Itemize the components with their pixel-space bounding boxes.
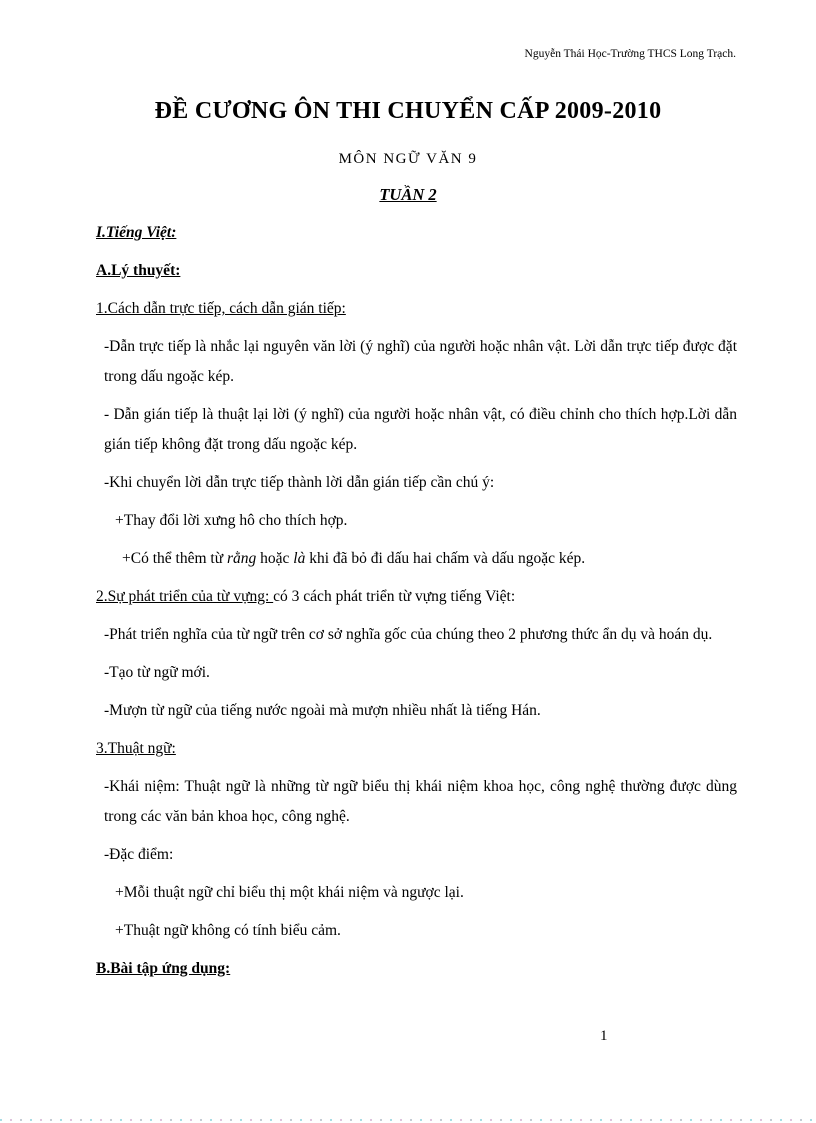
week-label: TUẦN 2 [379, 185, 437, 204]
text-run: khi đã bỏ đi dấu hai chấm và dấu ngoặc kép. [305, 550, 586, 567]
paragraph-co-the-them-tu [96, 544, 737, 574]
paragraph-khai-niem: -Khái niệm: Thuật ngữ là những từ ngữ biểu thị khái niệm khoa học, công nghệ thường được dùng trong các văn bản khoa học, công nghệ. [104, 778, 737, 825]
paragraph-khi-chuyen: -Khi chuyển lời dẫn trực tiếp thành lời dẫn gián tiếp cần chú ý: [104, 474, 495, 491]
italic-term-la: là [293, 550, 306, 567]
document-body [0, 218, 816, 984]
paragraph-dan-gian-tiep: - Dẫn gián tiếp là thuật lại lời (ý nghĩ) của người hoặc nhân vật, có điều chỉnh cho thích hợp.Lời dẫn gián tiếp không đặt trong dấu ngoặc kép. [104, 406, 737, 453]
page-header [0, 0, 816, 61]
topic1-heading: 1.Cách dẫn trực tiếp, cách dẫn gián tiếp: [96, 300, 346, 317]
paragraph-dan-truc-tiep: -Dẫn trực tiếp là nhắc lại nguyên văn lời (ý nghĩ) của người hoặc nhân vật. Lời dẫn trực tiếp được đặt trong dấu ngoặc kép. [104, 338, 737, 385]
paragraph-moi-thuat-ngu: +Mỗi thuật ngữ chỉ biểu thị một khái niệm và ngược lại. [115, 884, 464, 901]
italic-term-rang: rằng [226, 550, 257, 567]
paragraph-dac-diem: -Đặc điểm: [104, 846, 174, 863]
section-heading-tieng-viet: I.Tiếng Việt: [96, 224, 177, 241]
topic2-heading [96, 582, 737, 612]
paragraph-tao-tu-ngu-moi: -Tạo từ ngữ mới. [104, 664, 210, 681]
section-heading-ly-thuyet: A.Lý thuyết: [96, 262, 181, 279]
doc-subject: MÔN NGỮ VĂN 9 [338, 151, 478, 167]
doc-title: ĐỀ CƯƠNG ÔN THI CHUYỂN CẤP 2009-2010 [154, 98, 662, 124]
page-number: 1 [600, 1028, 608, 1044]
topic2-heading-rest: có 3 cách phát triển từ vựng tiếng Việt: [273, 588, 516, 605]
page-break-indicator [0, 1119, 816, 1121]
header-author-school: Nguyễn Thái Học-Trường THCS Long Trạch. [524, 48, 736, 60]
text-run: hoặc [256, 550, 294, 567]
text-run: +Có thể thêm từ [122, 550, 227, 567]
paragraph-thay-doi: +Thay đổi lời xưng hô cho thích hợp. [115, 512, 348, 529]
section-heading-bai-tap: B.Bài tập ứng dụng: [96, 960, 231, 977]
paragraph-khong-bieu-cam: +Thuật ngữ không có tính biểu cảm. [115, 922, 341, 939]
topic3-heading: 3.Thuật ngữ: [96, 740, 176, 757]
week-heading [0, 185, 816, 205]
paragraph-phat-trien-nghia: -Phát triển nghĩa của từ ngữ trên cơ sở nghĩa gốc của chúng theo 2 phương thức ẩn dụ và hoán dụ. [104, 626, 713, 643]
topic2-heading-underlined: 2.Sự phát triển của từ vựng: [96, 588, 274, 605]
paragraph-muon-tu-ngu: -Mượn từ ngữ của tiếng nước ngoài mà mượn nhiều nhất là tiếng Hán. [104, 702, 541, 719]
